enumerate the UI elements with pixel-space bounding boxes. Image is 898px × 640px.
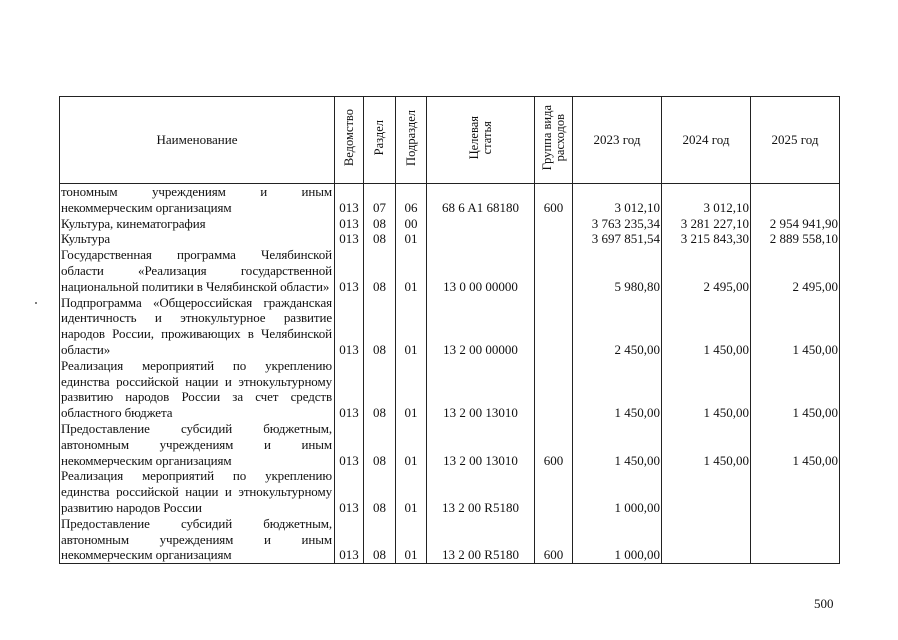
cell-razdel: 08 [364, 468, 396, 515]
cell-2024 [662, 516, 751, 564]
cell-podrazdel: 01 [396, 247, 427, 294]
cell-name: Предоставление субсидий бюджетным, автономным учреждениям и иным некоммерческим организациям [60, 421, 335, 468]
cell-gruppa: 600 [535, 421, 573, 468]
cell-tselevaya: 13 0 00 00000 [427, 247, 535, 294]
page-number: 500 [814, 596, 834, 611]
cell-podrazdel: 00 [396, 216, 427, 232]
table-row [60, 231, 840, 247]
cell-ved: 013 [335, 358, 364, 421]
cell-name: Реализация мероприятий по укреплению единства российской нации и этнокультурному развитию народов России за счет средств областного бюджета [60, 358, 335, 421]
table-row [60, 421, 840, 468]
cell-gruppa [535, 358, 573, 421]
cell-2023: 3 763 235,34 [573, 216, 662, 232]
table-row [60, 468, 840, 515]
cell-razdel: 08 [364, 295, 396, 358]
cell-2025: 2 495,00 [751, 247, 840, 294]
cell-gruppa [535, 295, 573, 358]
cell-2024: 3 281 227,10 [662, 216, 751, 232]
cell-tselevaya [427, 231, 535, 247]
cell-2025 [751, 516, 840, 564]
cell-2023: 1 000,00 [573, 468, 662, 515]
cell-tselevaya: 68 6 A1 68180 [427, 184, 535, 216]
cell-razdel: 08 [364, 231, 396, 247]
cell-gruppa: 600 [535, 184, 573, 216]
cell-2025: 1 450,00 [751, 358, 840, 421]
cell-name: Реализация мероприятий по укреплению единства российской нации и этнокультурному развитию народов России [60, 468, 335, 515]
cell-2023: 3 012,10 [573, 184, 662, 216]
cell-ved: 013 [335, 231, 364, 247]
cell-2023: 1 450,00 [573, 421, 662, 468]
cell-name: Культура, кинематография [60, 216, 335, 232]
cell-2024: 3 215 843,30 [662, 231, 751, 247]
header-2023: 2023 год [573, 97, 662, 184]
cell-tselevaya: 13 2 00 13010 [427, 421, 535, 468]
cell-podrazdel: 01 [396, 421, 427, 468]
cell-razdel: 08 [364, 358, 396, 421]
header-ved: Ведомство [335, 97, 364, 184]
cell-razdel: 08 [364, 247, 396, 294]
table-row [60, 216, 840, 232]
header-podrazdel: Подраздел [396, 97, 427, 184]
table-row [60, 247, 840, 294]
cell-gruppa [535, 468, 573, 515]
cell-ved: 013 [335, 295, 364, 358]
cell-gruppa [535, 231, 573, 247]
header-gruppa: Группа вида расходов [535, 97, 573, 184]
cell-2025 [751, 468, 840, 515]
cell-podrazdel: 01 [396, 516, 427, 564]
table-row [60, 184, 840, 216]
cell-podrazdel: 06 [396, 184, 427, 216]
header-2024: 2024 год [662, 97, 751, 184]
cell-podrazdel: 01 [396, 295, 427, 358]
cell-2023: 1 000,00 [573, 516, 662, 564]
header-razdel: Раздел [364, 97, 396, 184]
cell-2025: 1 450,00 [751, 295, 840, 358]
cell-2025: 2 889 558,10 [751, 231, 840, 247]
cell-podrazdel: 01 [396, 358, 427, 421]
cell-ved: 013 [335, 468, 364, 515]
header-tselevaya: Целевая статья [427, 97, 535, 184]
cell-name: Государственная программа Челябинской области «Реализация государственной национальной политики в Челябинской области» [60, 247, 335, 294]
table-row [60, 295, 840, 358]
cell-ved: 013 [335, 216, 364, 232]
scan-speck [35, 302, 37, 304]
cell-name: Предоставление субсидий бюджетным, автономным учреждениям и иным некоммерческим организациям [60, 516, 335, 564]
cell-ved: 013 [335, 184, 364, 216]
cell-gruppa [535, 216, 573, 232]
cell-2023: 3 697 851,54 [573, 231, 662, 247]
cell-tselevaya: 13 2 00 00000 [427, 295, 535, 358]
header-name: Наименование [60, 97, 335, 184]
table-row [60, 516, 840, 564]
cell-name: тономным учреждениям и иным некоммерческим организациям [60, 184, 335, 216]
table-body [60, 184, 840, 564]
cell-podrazdel: 01 [396, 231, 427, 247]
cell-2025: 1 450,00 [751, 421, 840, 468]
cell-2024: 1 450,00 [662, 421, 751, 468]
cell-razdel: 08 [364, 516, 396, 564]
cell-name: Культура [60, 231, 335, 247]
cell-2024: 2 495,00 [662, 247, 751, 294]
cell-2025: 2 954 941,90 [751, 216, 840, 232]
cell-ved: 013 [335, 421, 364, 468]
cell-tselevaya: 13 2 00 R5180 [427, 468, 535, 515]
cell-razdel: 08 [364, 421, 396, 468]
cell-gruppa [535, 247, 573, 294]
cell-ved: 013 [335, 247, 364, 294]
cell-2024: 1 450,00 [662, 358, 751, 421]
budget-table [59, 96, 840, 564]
cell-tselevaya: 13 2 00 13010 [427, 358, 535, 421]
cell-podrazdel: 01 [396, 468, 427, 515]
cell-razdel: 08 [364, 216, 396, 232]
table-header-row [60, 97, 840, 184]
cell-2025 [751, 184, 840, 216]
table-row [60, 358, 840, 421]
cell-2023: 5 980,80 [573, 247, 662, 294]
cell-tselevaya [427, 216, 535, 232]
cell-gruppa: 600 [535, 516, 573, 564]
cell-2024: 3 012,10 [662, 184, 751, 216]
cell-tselevaya: 13 2 00 R5180 [427, 516, 535, 564]
cell-name: Подпрограмма «Общероссийская гражданская идентичность и этнокультурное развитие народов России, проживающих в Челябинской области» [60, 295, 335, 358]
cell-2024: 1 450,00 [662, 295, 751, 358]
cell-ved: 013 [335, 516, 364, 564]
cell-2023: 1 450,00 [573, 358, 662, 421]
header-2025: 2025 год [751, 97, 840, 184]
cell-2023: 2 450,00 [573, 295, 662, 358]
cell-2024 [662, 468, 751, 515]
cell-razdel: 07 [364, 184, 396, 216]
